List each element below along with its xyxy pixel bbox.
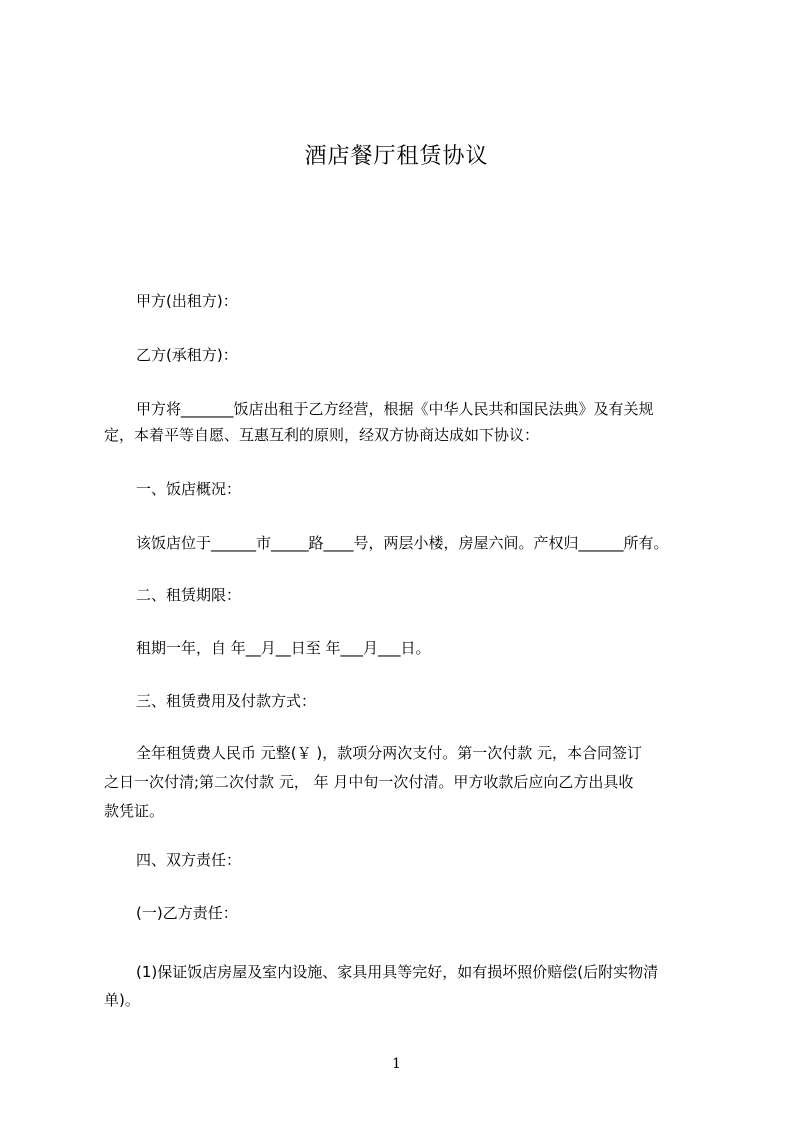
party-b-line: 乙方(承租方)： [136,346,238,364]
intro-paragraph-line-2: 定，本着平等自愿、互惠互利的原则，经双方协商达成如下协议： [104,426,540,444]
section-heading-payment: 三、租赁费用及付款方式： [136,692,317,710]
section-heading-responsibilities: 四、双方责任： [136,851,242,869]
section-heading-overview: 一、饭店概况： [136,480,242,498]
intro-paragraph-line-1: 甲方将_______饭店出租于乙方经营，根据《中华人民共和国民法典》及有关规 [136,400,654,418]
payment-paragraph-line-3: 款凭证。 [104,802,165,820]
page-number: 1 [392,1056,401,1072]
responsibility-item-1-line-2: 单)。 [104,991,140,1009]
document-title: 酒店餐厅租赁协议 [304,144,489,169]
responsibility-item-1-line-1: (1)保证饭店房屋及室内设施、家具用具等完好，如有损坏照价赔偿(后附实物清 [136,963,659,981]
party-a-line: 甲方(出租方)： [136,292,238,310]
payment-paragraph-line-1: 全年租赁费人民币 元整(￥ )，款项分两次支付。第一次付款 元，本合同签订 [136,744,643,762]
section-heading-term: 二、租赁期限： [136,586,242,604]
overview-paragraph: 该饭店位于______市_____路____号，两层小楼，房屋六间。产权归______所有。 [136,534,669,552]
payment-paragraph-line-2: 之日一次付清;第二次付款 元， 年 月中旬一次付清。甲方收款后应向乙方出具收 [104,773,634,791]
term-paragraph: 租期一年，自 年__月__日至 年___月___日。 [136,639,431,657]
subsection-heading-party-b: (一)乙方责任： [136,904,238,922]
